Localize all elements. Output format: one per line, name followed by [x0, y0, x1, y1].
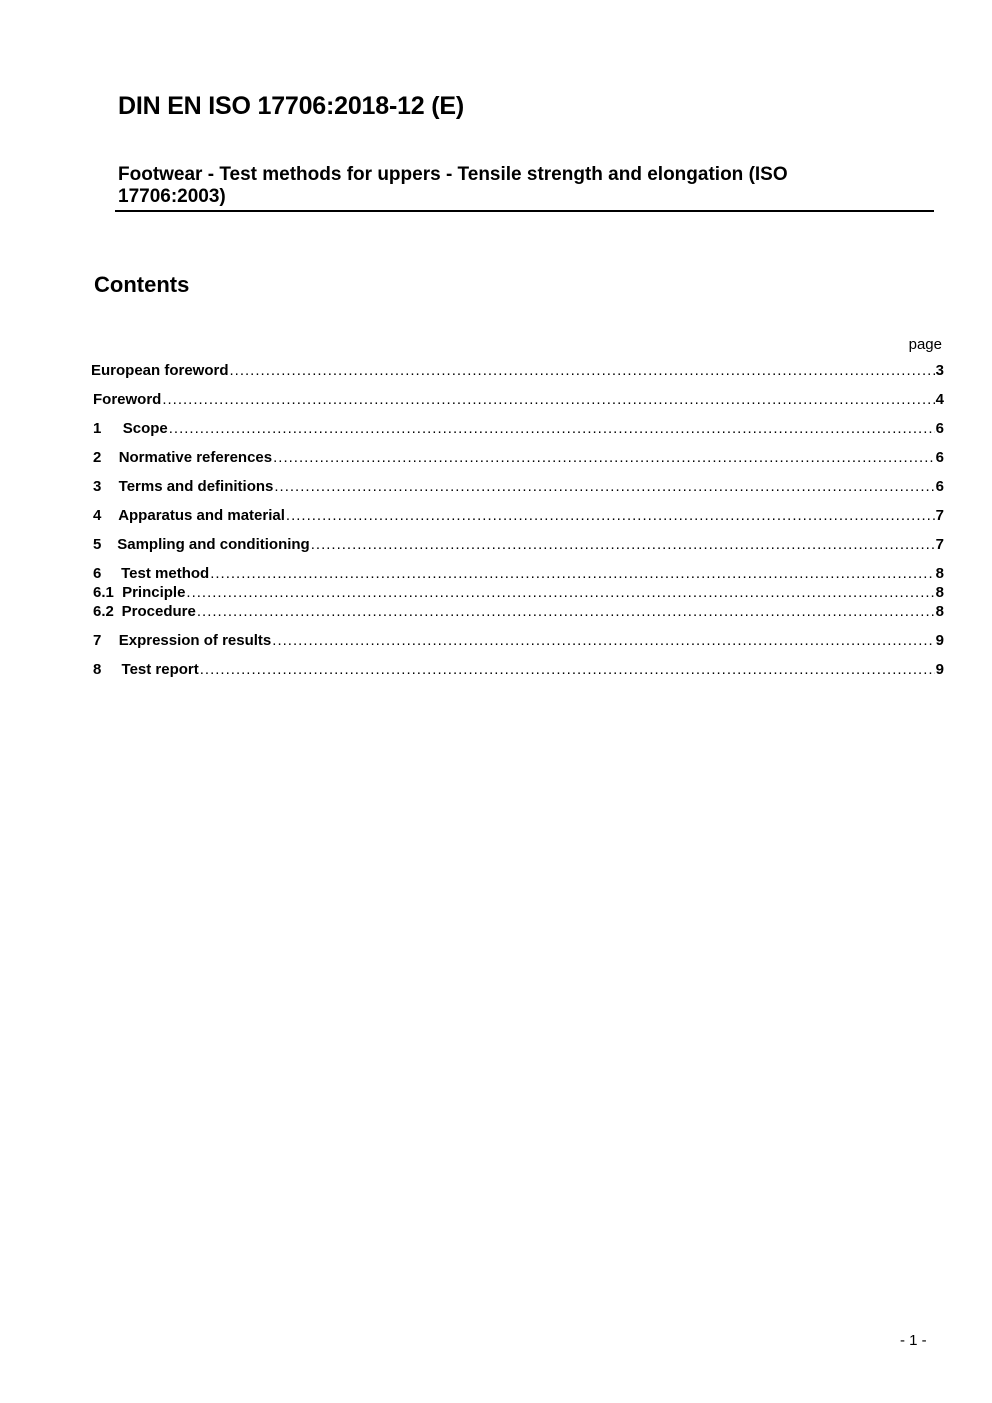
- table-of-contents: [91, 362, 944, 678]
- toc-entry-title: Terms and definitions: [118, 478, 274, 495]
- toc-entry-page: 9: [935, 661, 944, 678]
- toc-entry-number: 1: [93, 420, 102, 437]
- toc-leader-dots: [272, 632, 934, 649]
- page-number: - 1 -: [900, 1332, 927, 1349]
- toc-entry-terms-and-definitions[interactable]: [91, 478, 944, 497]
- toc-leader-dots: [197, 603, 935, 620]
- toc-entry-title: European foreword: [91, 362, 229, 379]
- toc-entry-title: Test method: [121, 565, 210, 582]
- toc-entry-page: 3: [935, 362, 944, 379]
- toc-entry-number: 6.2: [93, 603, 114, 620]
- toc-entry-number: 6.1: [93, 584, 114, 601]
- toc-leader-dots: [186, 584, 934, 601]
- toc-entry-page: 6: [935, 449, 944, 466]
- toc-entry-title: Test report: [121, 661, 199, 678]
- toc-leader-dots: [162, 391, 934, 408]
- toc-entry-title: Normative references: [118, 449, 273, 466]
- toc-entry-normative-references[interactable]: [91, 449, 944, 468]
- toc-entry-principle[interactable]: [91, 584, 944, 603]
- toc-leader-dots: [286, 507, 935, 524]
- toc-entry-page: 4: [935, 391, 944, 408]
- toc-entry-test-report[interactable]: [91, 661, 944, 680]
- toc-entry-foreword[interactable]: [91, 391, 944, 410]
- toc-entry-title: Procedure: [121, 603, 196, 620]
- toc-entry-title: Apparatus and material: [118, 507, 285, 524]
- toc-entry-number: 4: [93, 507, 102, 524]
- toc-entry-page: 8: [935, 584, 944, 601]
- toc-entry-procedure[interactable]: [91, 603, 944, 622]
- toc-entry-apparatus-and-material[interactable]: [91, 507, 944, 526]
- toc-leader-dots: [200, 661, 935, 678]
- toc-entry-title: Scope: [122, 420, 168, 437]
- toc-entry-number: 5: [93, 536, 102, 553]
- toc-entry-expression-of-results[interactable]: [91, 632, 944, 651]
- toc-entry-page: 6: [935, 420, 944, 437]
- toc-leader-dots: [210, 565, 934, 582]
- toc-entry-title: Principle: [122, 584, 186, 601]
- contents-heading: Contents: [94, 272, 190, 297]
- toc-leader-dots: [273, 449, 935, 466]
- toc-entry-page: 7: [935, 536, 944, 553]
- toc-leader-dots: [274, 478, 934, 495]
- toc-entry-page: 8: [935, 565, 944, 582]
- toc-entry-number: 8: [93, 661, 102, 678]
- toc-entry-number: 2: [93, 449, 102, 466]
- toc-entry-page: 8: [935, 603, 944, 620]
- toc-entry-page: 9: [935, 632, 944, 649]
- toc-entry-page: 7: [935, 507, 944, 524]
- toc-leader-dots: [230, 362, 935, 379]
- document-subtitle: Footwear - Test methods for uppers - Tensile strength and elongation (ISO 17706:2003): [118, 164, 788, 207]
- toc-entry-scope[interactable]: [91, 420, 944, 439]
- toc-entry-sampling-and-conditioning[interactable]: [91, 536, 944, 555]
- document-id: DIN EN ISO 17706:2018-12 (E): [118, 92, 464, 120]
- toc-entry-title: Foreword: [93, 391, 162, 408]
- toc-entry-page: 6: [935, 478, 944, 495]
- toc-entry-european-foreword[interactable]: [91, 362, 944, 381]
- header-rule: [115, 210, 934, 212]
- toc-entry-test-method[interactable]: [91, 565, 944, 584]
- toc-entry-title: Expression of results: [118, 632, 272, 649]
- toc-leader-dots: [169, 420, 935, 437]
- toc-entry-number: 7: [93, 632, 102, 649]
- toc-entry-number: 3: [93, 478, 102, 495]
- toc-entry-title: Sampling and conditioning: [117, 536, 310, 553]
- toc-entry-number: 6: [93, 565, 102, 582]
- toc-leader-dots: [311, 536, 935, 553]
- page-column-label: page: [908, 336, 942, 353]
